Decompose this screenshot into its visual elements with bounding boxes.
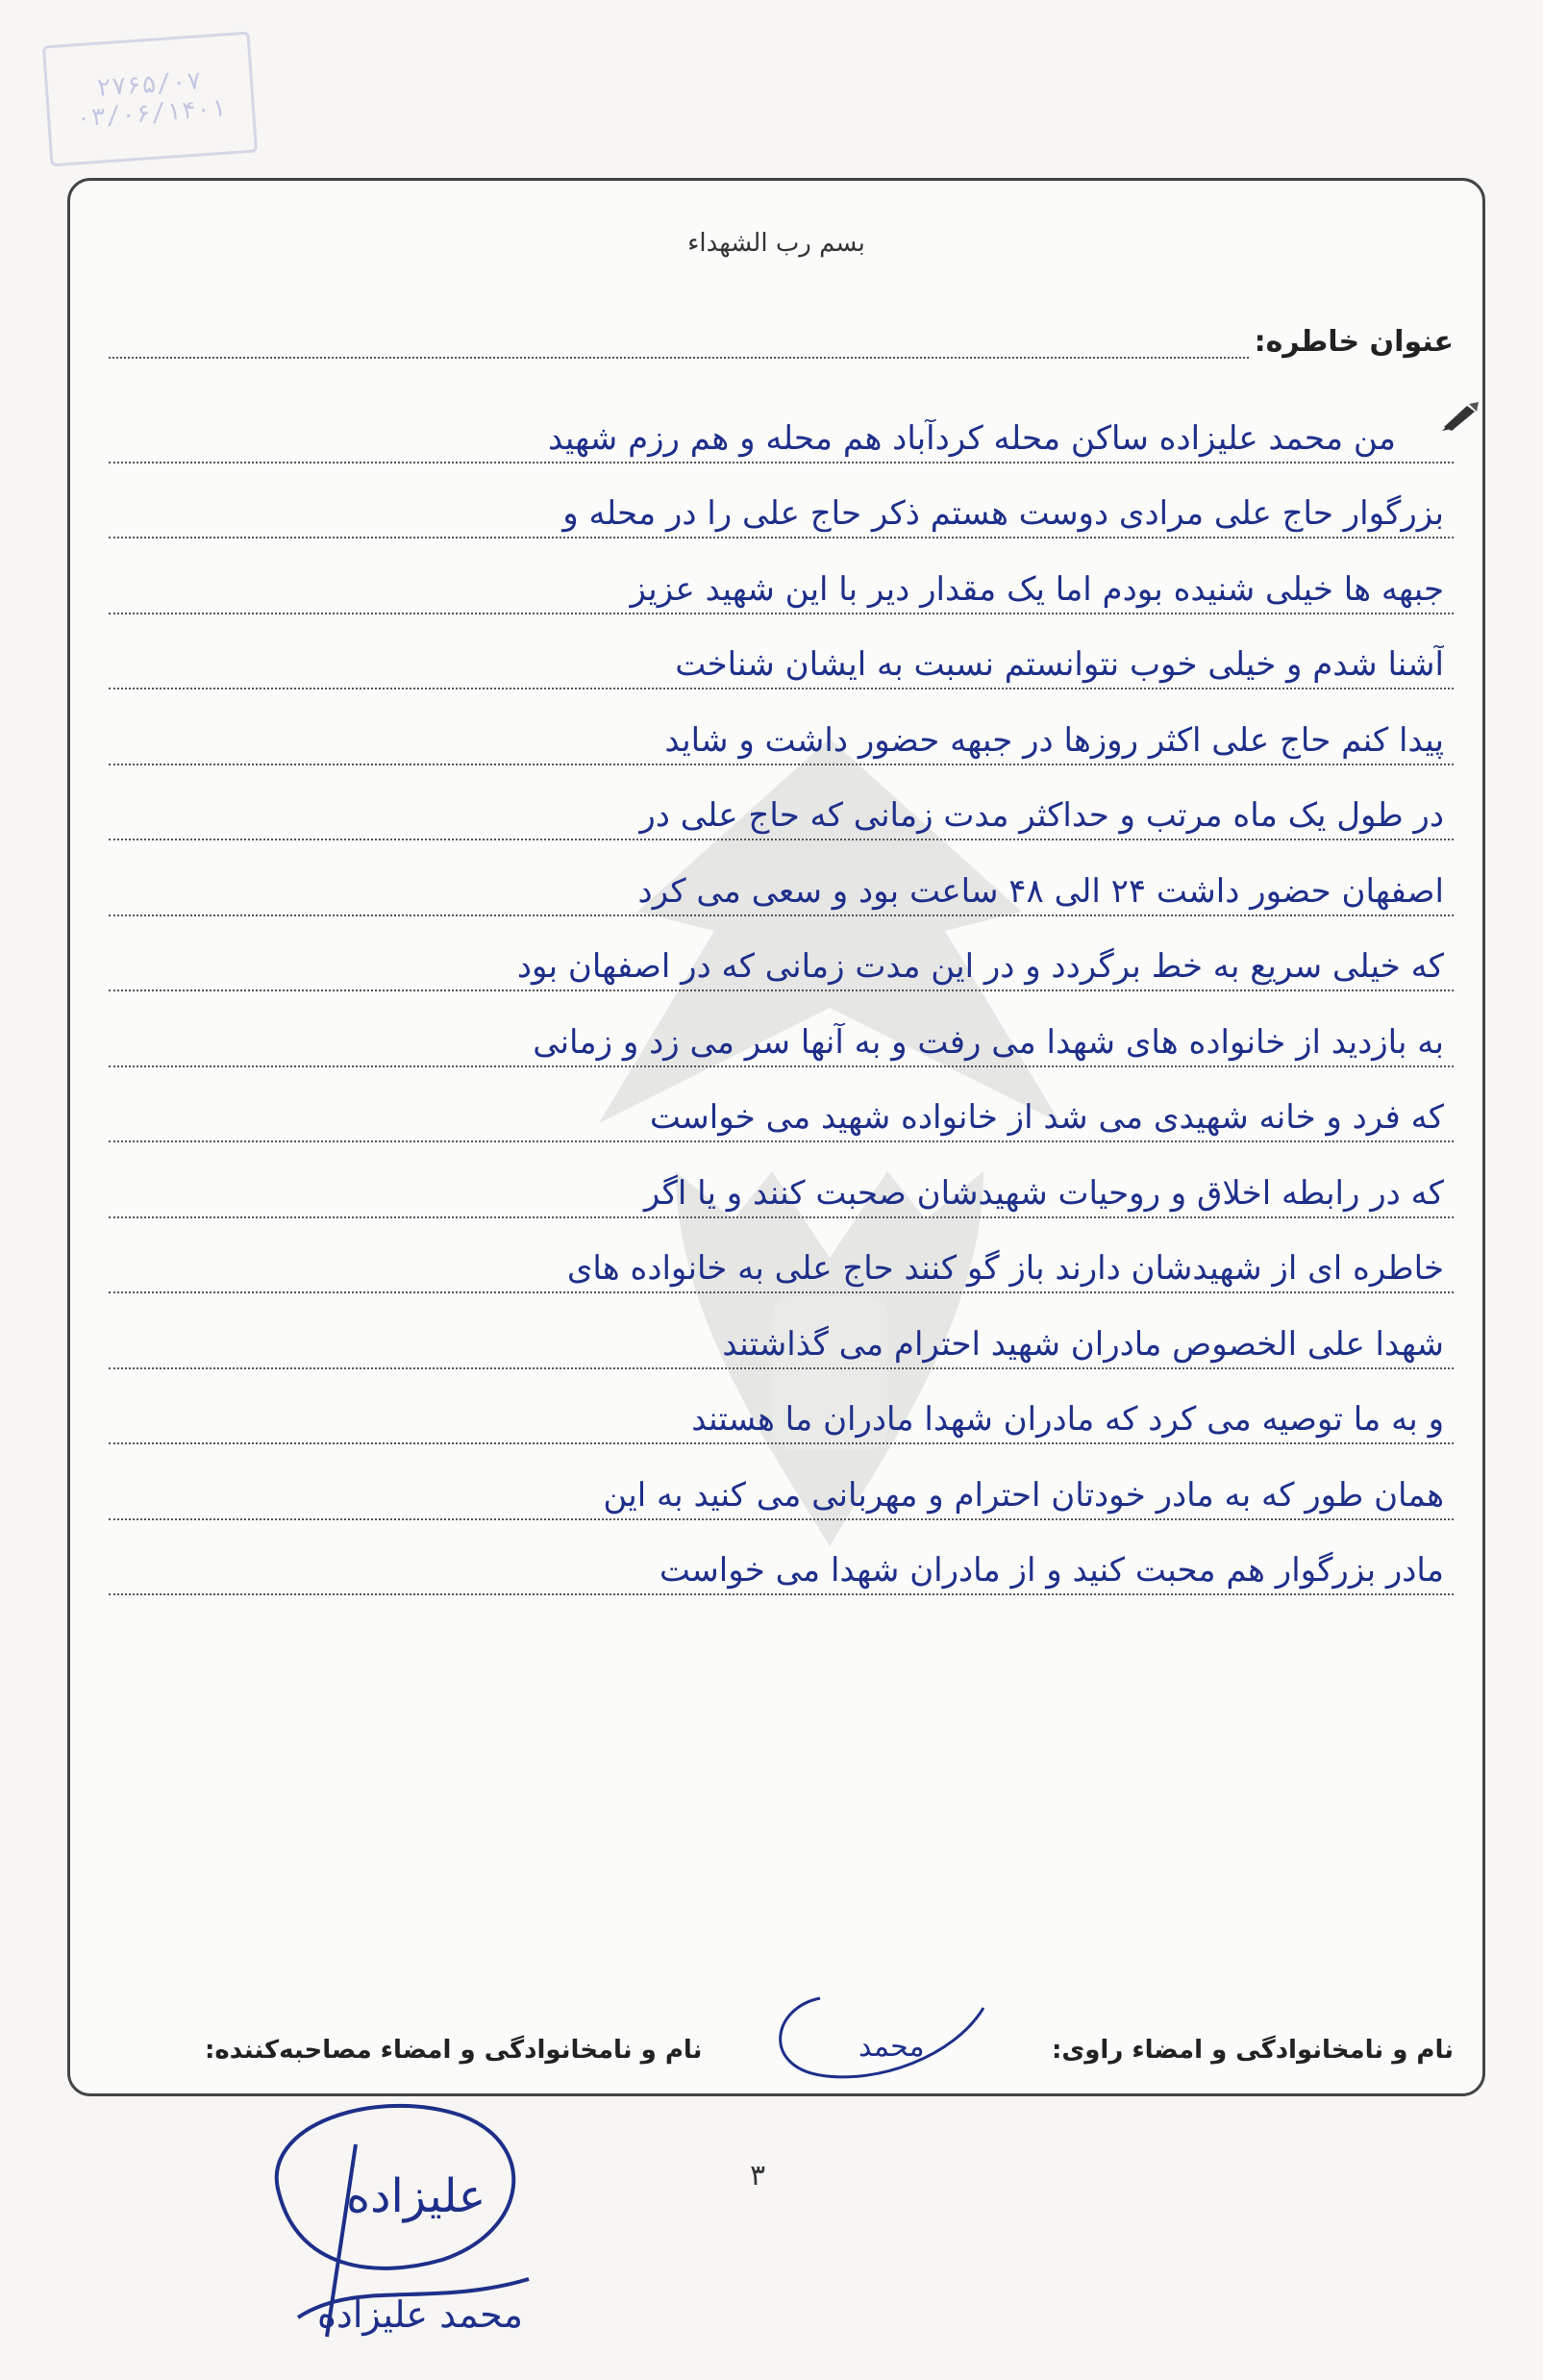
narrator-signature-name: علیزاده: [346, 2169, 486, 2223]
handwritten-text: همان طور که به مادر خودتان احترام و مهربانی می کنید به این: [603, 1475, 1444, 1515]
handwritten-text: و به ما توصیه می کرد که مادران شهدا مادران ما هستند: [691, 1400, 1444, 1439]
memory-title-field: [109, 332, 1249, 359]
handwritten-text: جبهه ها خیلی شنیده بودم اما یک مقدار دیر با این شهید عزیز: [630, 569, 1444, 609]
stamp-line-1: ۲۷۶۵/۰۷: [95, 66, 203, 103]
text-line: [109, 1369, 1454, 1445]
narrator-signature-fullname: محمد علیزاده: [317, 2293, 523, 2336]
handwritten-text: که در رابطه اخلاق و روحیات شهیدشان صحبت کنند و یا اگر: [643, 1173, 1444, 1213]
handwritten-text: مادر بزرگوار هم محبت کنید و از مادران شهدا می خواست: [659, 1551, 1444, 1590]
text-line: [109, 539, 1454, 614]
handwritten-text: که خیلی سریع به خط برگردد و در این مدت زمانی که در اصفهان بود: [516, 947, 1444, 986]
handwritten-text: که فرد و خانه شهیدی می شد از خانواده شهید می خواست: [649, 1098, 1444, 1137]
text-line: [109, 765, 1454, 841]
text-line: [109, 1520, 1454, 1596]
text-line: [109, 1293, 1454, 1369]
interviewer-signature-label: نام و نامخانوادگی و امضاء مصاحبه‌کننده:: [205, 2036, 703, 2065]
interviewer-signature-text: محمد: [859, 2030, 925, 2064]
handwritten-text: آشنا شدم و خیلی خوب نتوانستم نسبت به ایشان شناخت: [675, 645, 1444, 684]
handwritten-text: به بازدید از خانواده های شهدا می رفت و به آنها سر می زد و زمانی: [533, 1022, 1444, 1062]
memory-title-row: [109, 325, 1454, 359]
text-line: [109, 1142, 1454, 1218]
text-line: [109, 1067, 1454, 1143]
handwritten-text: من محمد علیزاده ساکن محله کردآباد هم محله و هم رزم شهید: [548, 418, 1396, 458]
page-number: ۳: [750, 2159, 766, 2192]
basmala-header: بسم رب الشهداء: [687, 229, 865, 258]
narrator-signature-label: نام و نامخانوادگی و امضاء راوی:: [1052, 2036, 1454, 2065]
text-line: [109, 1444, 1454, 1520]
handwritten-lines: [109, 388, 1454, 1595]
handwritten-text: در طول یک ماه مرتب و حداکثر مدت زمانی که حاج علی در: [639, 796, 1444, 835]
text-line: [109, 388, 1454, 463]
handwritten-text: اصفهان حضور داشت ۲۴ الی ۴۸ ساعت بود و سعی می کرد: [637, 871, 1444, 911]
narrator-signature: [240, 2087, 567, 2366]
memory-title-label: عنوان خاطره:: [1254, 325, 1454, 359]
text-line: [109, 463, 1454, 539]
text-line: [109, 916, 1454, 992]
text-line: [109, 1218, 1454, 1294]
handwritten-text: خاطره ای از شهیدشان دارند باز گو کنند حاج علی به خانواده های: [566, 1249, 1444, 1288]
handwritten-text: شهدا علی الخصوص مادران شهید احترام می گذاشتند: [722, 1324, 1444, 1364]
text-line: [109, 991, 1454, 1067]
interviewer-signature: [762, 1979, 993, 2085]
text-line: [109, 840, 1454, 916]
text-line: [109, 689, 1454, 765]
handwritten-text: پیدا کنم حاج علی اکثر روزها در جبهه حضور داشت و شاید: [664, 720, 1444, 760]
memory-form: [67, 178, 1485, 2096]
form-footer: [99, 2036, 1454, 2065]
handwritten-text: بزرگوار حاج علی مرادی دوست هستم ذکر حاج علی را در محله و: [562, 494, 1444, 533]
text-line: [109, 614, 1454, 690]
stamp-line-2: ۰۳/۰۶/۱۴۰۱: [74, 93, 228, 134]
archive-stamp: [42, 32, 258, 167]
